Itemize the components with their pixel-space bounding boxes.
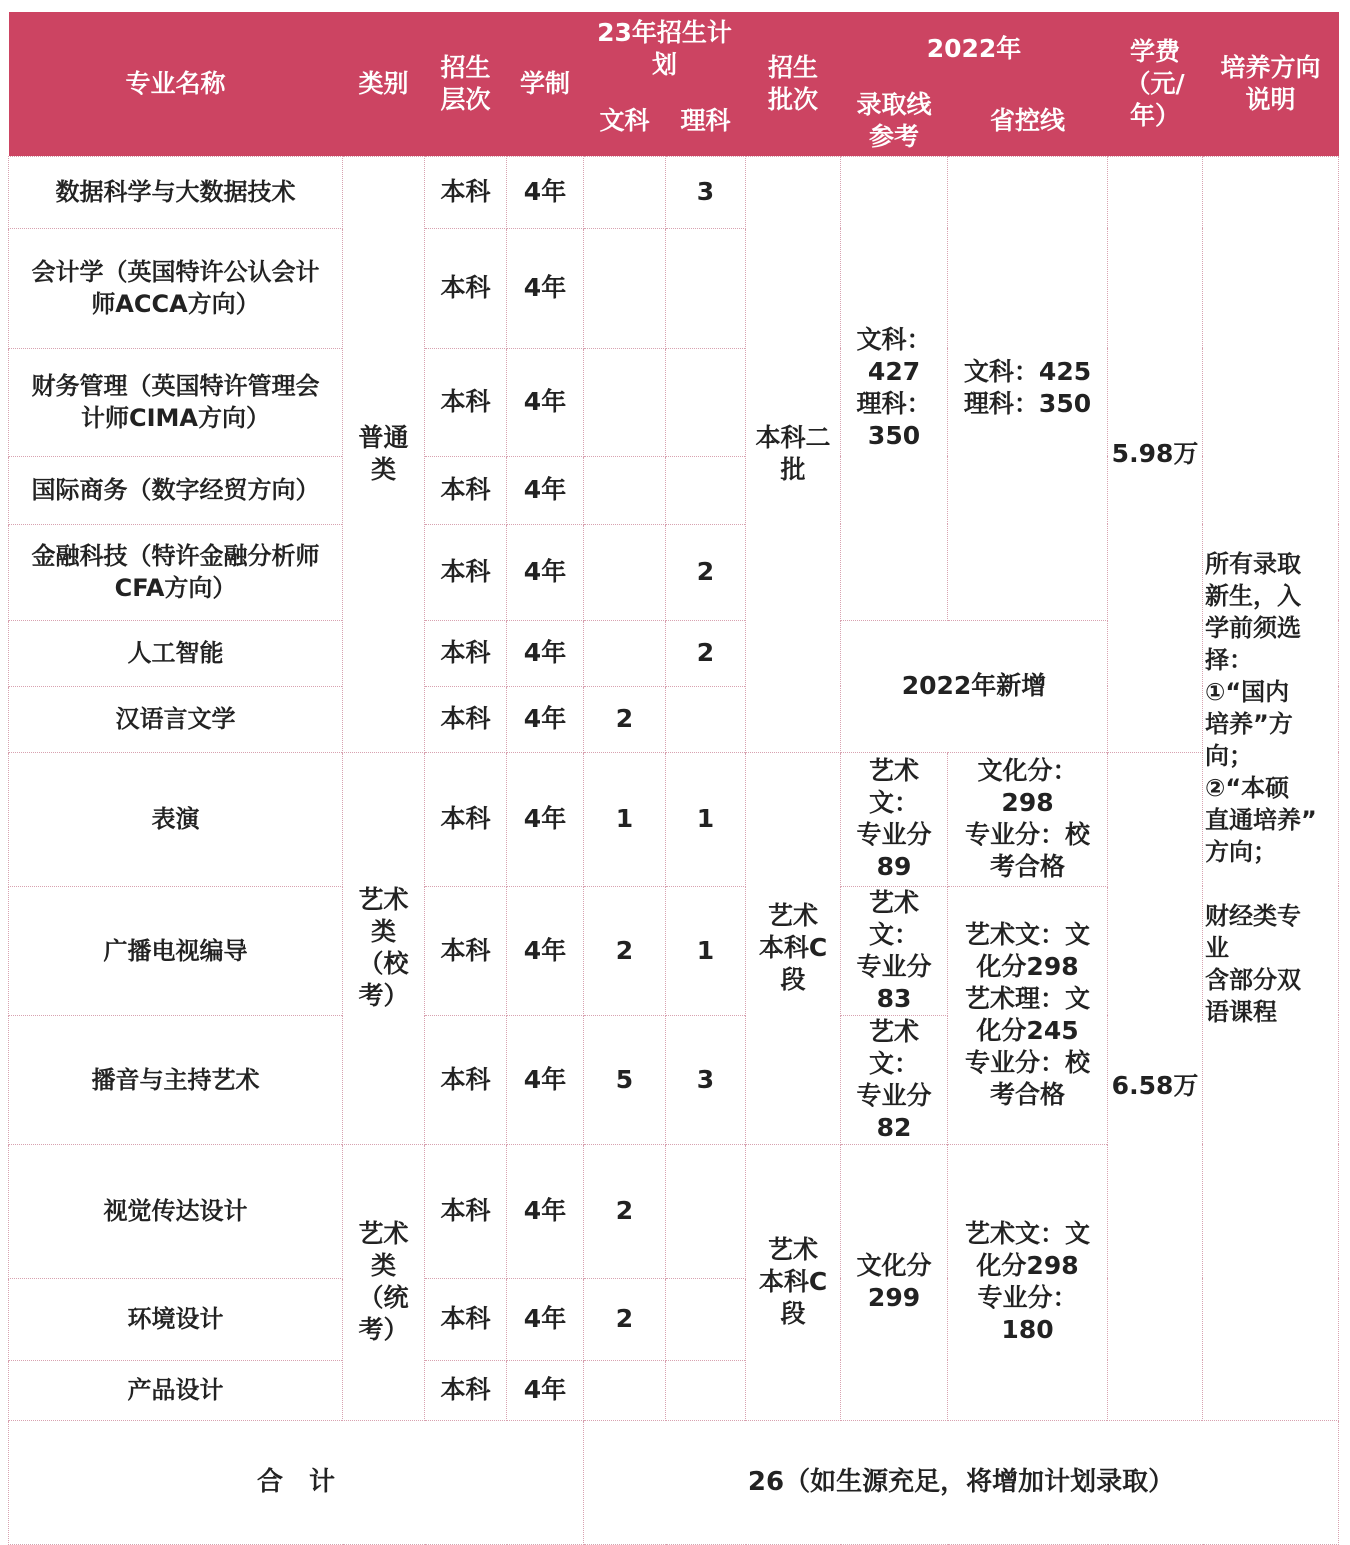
duration-cell: 4年 [507,886,584,1015]
announcer-admission-ref: 艺术文： 专业分 82 [841,1015,948,1144]
level-cell: 本科 [425,348,507,456]
new-2022-note: 2022年新增 [841,620,1108,752]
major-name: 表演 [9,752,343,886]
major-name: 播音与主持艺术 [9,1015,343,1144]
plan-science-cell: 2 [666,524,746,620]
header-level: 招生 层次 [425,12,507,156]
header-plan-arts: 文科 [584,86,666,156]
duration-cell: 4年 [507,524,584,620]
duration-cell: 4年 [507,228,584,348]
duration-cell: 4年 [507,156,584,228]
header-direction: 培养方向 说明 [1203,12,1339,156]
header-admission-ref: 录取线 参考 [841,86,948,156]
plan-arts-cell [584,1360,666,1420]
direction-note: 所有录取 新生，入 学前须选 择： ①“国内 培养”方 向； ②“本硕 直通培养” 方向； 财经类专 业 含部分双 语课程 [1203,156,1339,1420]
plan-arts-cell: 2 [584,1144,666,1278]
major-name: 金融科技（特许金融分析师 CFA方向） [9,524,343,620]
batch-art-c1: 艺术 本科C 段 [746,752,841,1144]
tuition-general: 5.98万 [1108,156,1203,752]
plan-arts-cell [584,456,666,524]
duration-cell: 4年 [507,686,584,752]
major-name: 会计学（英国特许公认会计 师ACCA方向） [9,228,343,348]
major-name: 视觉传达设计 [9,1144,343,1278]
level-cell: 本科 [425,456,507,524]
category-art-school: 艺术 类 （校考） [343,752,425,1144]
level-cell: 本科 [425,228,507,348]
major-name: 人工智能 [9,620,343,686]
table-row [9,752,1339,886]
total-value: 26（如生源充足，将增加计划录取） [584,1420,1339,1544]
plan-arts-cell: 1 [584,752,666,886]
level-cell: 本科 [425,752,507,886]
header-plan-science: 理科 [666,86,746,156]
level-cell: 本科 [425,686,507,752]
plan-arts-cell [584,348,666,456]
plan-arts-cell [584,228,666,348]
major-name: 数据科学与大数据技术 [9,156,343,228]
perf-provincial-line: 文化分： 298 专业分：校 考合格 [948,752,1108,886]
plan-arts-cell: 2 [584,886,666,1015]
major-name: 环境设计 [9,1278,343,1360]
perf-admission-ref: 艺术文： 专业分 89 [841,752,948,886]
level-cell: 本科 [425,1015,507,1144]
major-name: 国际商务（数字经贸方向） [9,456,343,524]
enrollment-plan-table [8,12,1339,1545]
batch-two: 本科二 批 [746,156,841,752]
level-cell: 本科 [425,620,507,686]
plan-science-cell [666,228,746,348]
plan-science-cell [666,348,746,456]
plan-arts-cell [584,620,666,686]
tuition-art: 6.58万 [1108,752,1203,1420]
duration-cell: 4年 [507,1360,584,1420]
plan-arts-cell [584,156,666,228]
header-provincial-line: 省控线 [948,86,1108,156]
plan-science-cell: 3 [666,1015,746,1144]
level-cell: 本科 [425,1360,507,1420]
major-name: 广播电视编导 [9,886,343,1015]
duration-cell: 4年 [507,752,584,886]
header-duration: 学制 [507,12,584,156]
duration-cell: 4年 [507,348,584,456]
design-admission-ref: 文化分 299 [841,1144,948,1420]
duration-cell: 4年 [507,1278,584,1360]
total-label: 合 计 [9,1420,584,1544]
header-major: 专业名称 [9,12,343,156]
plan-arts-cell: 2 [584,686,666,752]
general-admission-ref: 文科： 427 理科： 350 [841,156,948,620]
header-year-title: 2022年 [841,12,1108,86]
plan-arts-cell: 5 [584,1015,666,1144]
header-category: 类别 [343,12,425,156]
broadcast-provincial-line: 艺术文：文 化分298 艺术理：文 化分245 专业分：校 考合格 [948,886,1108,1144]
plan-science-cell [666,456,746,524]
category-general: 普通 类 [343,156,425,752]
plan-science-cell [666,1144,746,1278]
major-name: 财务管理（英国特许管理会 计师CIMA方向） [9,348,343,456]
broadcast-admission-ref: 艺术文： 专业分 83 [841,886,948,1015]
plan-science-cell: 1 [666,752,746,886]
batch-art-c2: 艺术 本科C 段 [746,1144,841,1420]
major-name: 汉语言文学 [9,686,343,752]
plan-science-cell: 2 [666,620,746,686]
plan-science-cell [666,686,746,752]
level-cell: 本科 [425,886,507,1015]
duration-cell: 4年 [507,456,584,524]
header-row-1 [9,12,1339,86]
level-cell: 本科 [425,1278,507,1360]
table-row [9,156,1339,228]
total-row [9,1420,1339,1544]
level-cell: 本科 [425,1144,507,1278]
header-batch: 招生 批次 [746,12,841,156]
duration-cell: 4年 [507,1015,584,1144]
plan-science-cell [666,1360,746,1420]
plan-science-cell: 3 [666,156,746,228]
category-art-unified: 艺术 类 （统考） [343,1144,425,1420]
duration-cell: 4年 [507,620,584,686]
plan-arts-cell: 2 [584,1278,666,1360]
duration-cell: 4年 [507,1144,584,1278]
design-provincial-line: 艺术文：文 化分298 专业分： 180 [948,1144,1108,1420]
general-provincial-line: 文科：425 理科：350 [948,156,1108,620]
header-plan-title: 23年招生计 划 [584,12,746,86]
plan-arts-cell [584,524,666,620]
level-cell: 本科 [425,524,507,620]
header-tuition: 学费 （元/ 年） [1108,12,1203,156]
major-name: 产品设计 [9,1360,343,1420]
plan-science-cell [666,1278,746,1360]
plan-science-cell: 1 [666,886,746,1015]
level-cell: 本科 [425,156,507,228]
